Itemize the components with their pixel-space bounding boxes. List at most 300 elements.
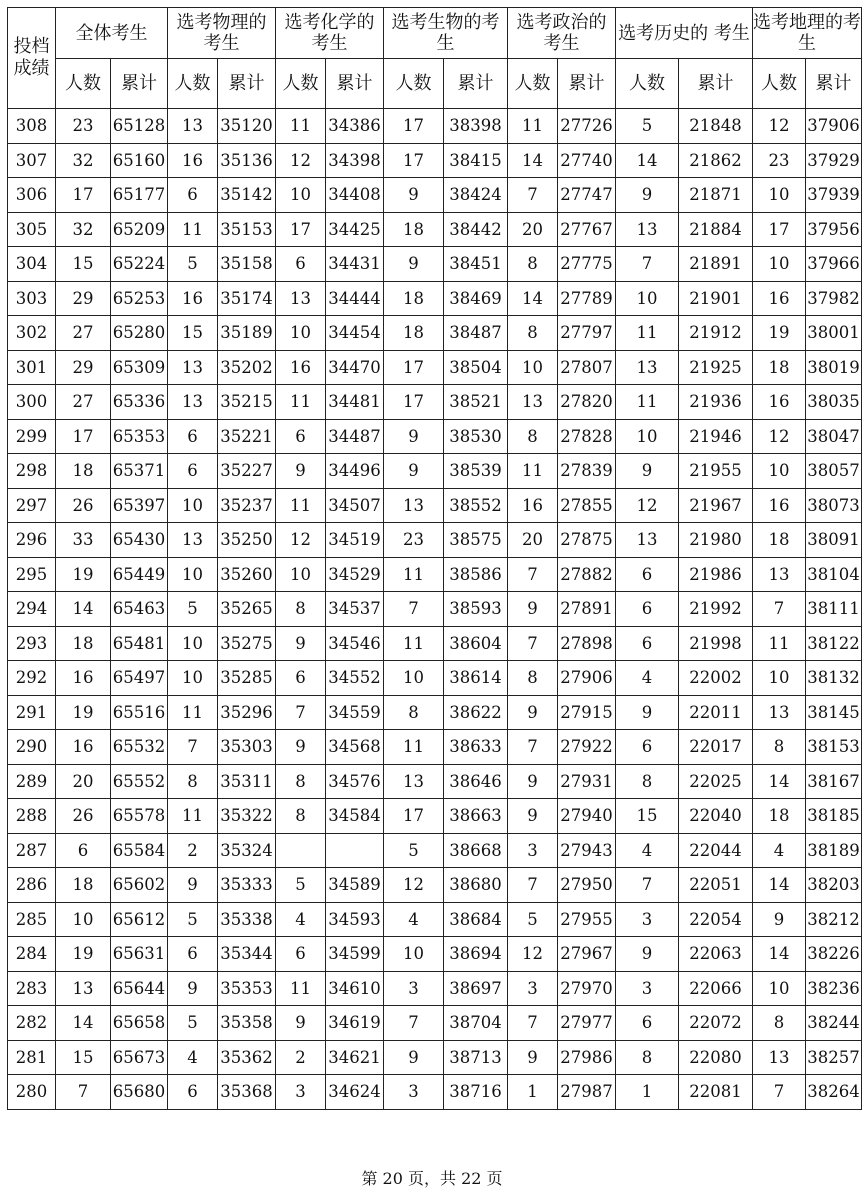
score-cell: 282 [8, 1006, 56, 1041]
count-cell: 4 [384, 902, 444, 937]
count-cell: 9 [616, 178, 679, 213]
count-cell: 17 [384, 350, 444, 385]
score-cell: 296 [8, 523, 56, 558]
count-cell: 9 [384, 454, 444, 489]
count-cell: 5 [168, 592, 218, 627]
count-cell: 14 [56, 1006, 111, 1041]
count-cell: 14 [753, 868, 806, 903]
table-row [8, 1075, 862, 1110]
score-cell: 289 [8, 764, 56, 799]
cumulative-cell: 38716 [444, 1075, 508, 1110]
cumulative-cell: 21980 [679, 523, 753, 558]
count-cell: 12 [753, 109, 806, 144]
count-header: 人数 [276, 59, 326, 109]
cumulative-cell: 38257 [806, 1040, 862, 1075]
cumulative-cell: 34454 [326, 316, 384, 351]
cumulative-cell: 21992 [679, 592, 753, 627]
count-cell: 18 [56, 454, 111, 489]
count-cell: 9 [384, 1040, 444, 1075]
count-cell: 7 [508, 557, 558, 592]
cumulative-cell: 34568 [326, 730, 384, 765]
table-row [8, 661, 862, 696]
count-cell: 16 [753, 488, 806, 523]
cumulative-cell: 65336 [111, 385, 168, 420]
table-row [8, 730, 862, 765]
table-row [8, 902, 862, 937]
count-cell: 10 [753, 178, 806, 213]
count-cell: 7 [508, 868, 558, 903]
count-cell: 13 [276, 281, 326, 316]
count-cell: 8 [168, 764, 218, 799]
cumulative-cell: 38132 [806, 661, 862, 696]
cumulative-cell: 21884 [679, 212, 753, 247]
count-cell: 6 [168, 419, 218, 454]
score-cell: 300 [8, 385, 56, 420]
count-cell: 7 [508, 1006, 558, 1041]
cumulative-cell: 34507 [326, 488, 384, 523]
cumulative-cell: 38604 [444, 626, 508, 661]
count-cell: 13 [384, 764, 444, 799]
cumulative-cell: 35324 [218, 833, 276, 868]
table-body [8, 109, 862, 1110]
count-cell: 6 [276, 661, 326, 696]
cumulative-cell: 35215 [218, 385, 276, 420]
cumulative-cell: 65430 [111, 523, 168, 558]
cumulative-cell: 35358 [218, 1006, 276, 1041]
count-cell: 10 [753, 661, 806, 696]
page-footer: 第 20 页，共 22 页 [361, 1169, 503, 1188]
count-cell: 13 [753, 557, 806, 592]
count-cell: 18 [753, 799, 806, 834]
count-cell: 5 [616, 109, 679, 144]
count-cell: 13 [168, 385, 218, 420]
cumulative-cell: 35353 [218, 971, 276, 1006]
cumulative-cell: 27747 [558, 178, 616, 213]
count-cell: 9 [276, 1006, 326, 1041]
count-cell: 11 [276, 385, 326, 420]
count-cell: 7 [616, 247, 679, 282]
count-header: 人数 [616, 59, 679, 109]
count-header: 人数 [508, 59, 558, 109]
cumulative-cell: 38047 [806, 419, 862, 454]
count-cell: 23 [384, 523, 444, 558]
cumulative-cell: 65160 [111, 143, 168, 178]
cumulative-cell: 27906 [558, 661, 616, 696]
count-cell: 10 [753, 971, 806, 1006]
cumulative-cell: 34529 [326, 557, 384, 592]
score-cell: 286 [8, 868, 56, 903]
count-cell: 15 [56, 1040, 111, 1075]
count-cell: 16 [168, 281, 218, 316]
count-cell: 10 [753, 247, 806, 282]
count-cell: 17 [276, 212, 326, 247]
cumulative-cell: 34546 [326, 626, 384, 661]
cumulative-cell: 34621 [326, 1040, 384, 1075]
cumulative-cell: 34552 [326, 661, 384, 696]
table-row [8, 212, 862, 247]
cumulative-cell: 65463 [111, 592, 168, 627]
cumulative-cell: 34431 [326, 247, 384, 282]
cumulative-cell: 65631 [111, 937, 168, 972]
cumulative-cell: 35158 [218, 247, 276, 282]
count-cell: 27 [56, 385, 111, 420]
cumulative-cell: 65532 [111, 730, 168, 765]
cumulative-header: 累计 [679, 59, 753, 109]
cumulative-cell: 27807 [558, 350, 616, 385]
table-row [8, 385, 862, 420]
cumulative-cell: 27891 [558, 592, 616, 627]
group-header-physics: 选考物理的考生 [168, 8, 276, 59]
count-cell: 6 [616, 1006, 679, 1041]
cumulative-cell: 35265 [218, 592, 276, 627]
cumulative-cell: 21862 [679, 143, 753, 178]
cumulative-cell: 34470 [326, 350, 384, 385]
cumulative-cell: 35250 [218, 523, 276, 558]
table-row [8, 592, 862, 627]
count-cell: 18 [56, 868, 111, 903]
cumulative-cell: 34386 [326, 109, 384, 144]
count-cell: 19 [56, 557, 111, 592]
count-cell: 19 [56, 695, 111, 730]
count-cell: 6 [168, 937, 218, 972]
cumulative-cell: 27789 [558, 281, 616, 316]
cumulative-cell: 35311 [218, 764, 276, 799]
cumulative-cell: 38111 [806, 592, 862, 627]
count-cell: 9 [508, 799, 558, 834]
cumulative-cell: 27967 [558, 937, 616, 972]
count-cell: 3 [508, 833, 558, 868]
cumulative-cell: 27839 [558, 454, 616, 489]
count-cell: 11 [384, 626, 444, 661]
cumulative-cell: 65177 [111, 178, 168, 213]
count-cell: 23 [56, 109, 111, 144]
count-cell: 12 [616, 488, 679, 523]
count-cell: 8 [616, 1040, 679, 1075]
table-row [8, 178, 862, 213]
cumulative-cell: 34487 [326, 419, 384, 454]
count-cell: 6 [616, 557, 679, 592]
cumulative-cell: 21891 [679, 247, 753, 282]
count-cell: 7 [508, 626, 558, 661]
cumulative-cell: 38552 [444, 488, 508, 523]
cumulative-cell: 22063 [679, 937, 753, 972]
count-cell: 18 [753, 523, 806, 558]
cumulative-cell: 38264 [806, 1075, 862, 1110]
cumulative-header: 累计 [218, 59, 276, 109]
cumulative-cell: 34537 [326, 592, 384, 627]
cumulative-cell: 37956 [806, 212, 862, 247]
table-row [8, 557, 862, 592]
cumulative-cell: 27726 [558, 109, 616, 144]
cumulative-cell: 35227 [218, 454, 276, 489]
count-cell: 9 [508, 1040, 558, 1075]
count-cell: 14 [508, 281, 558, 316]
cumulative-cell: 37929 [806, 143, 862, 178]
score-cell: 292 [8, 661, 56, 696]
cumulative-cell: 38633 [444, 730, 508, 765]
cumulative-cell: 37982 [806, 281, 862, 316]
cumulative-cell: 22025 [679, 764, 753, 799]
score-cell: 283 [8, 971, 56, 1006]
count-cell: 10 [276, 316, 326, 351]
cumulative-cell: 38697 [444, 971, 508, 1006]
table-row [8, 937, 862, 972]
cumulative-cell: 38451 [444, 247, 508, 282]
cumulative-cell: 34425 [326, 212, 384, 247]
cumulative-cell: 27950 [558, 868, 616, 903]
count-cell: 17 [384, 385, 444, 420]
count-cell: 18 [384, 316, 444, 351]
count-cell: 10 [508, 350, 558, 385]
table-row [8, 1006, 862, 1041]
count-cell: 11 [616, 385, 679, 420]
cumulative-cell: 65584 [111, 833, 168, 868]
count-cell: 13 [616, 350, 679, 385]
cumulative-cell: 35296 [218, 695, 276, 730]
count-cell: 8 [508, 661, 558, 696]
score-cell: 288 [8, 799, 56, 834]
count-cell: 23 [753, 143, 806, 178]
count-cell: 4 [616, 661, 679, 696]
count-cell: 7 [753, 1075, 806, 1110]
cumulative-cell: 27922 [558, 730, 616, 765]
count-cell: 9 [753, 902, 806, 937]
group-header-row [8, 8, 862, 59]
cumulative-cell: 34496 [326, 454, 384, 489]
cumulative-cell: 38019 [806, 350, 862, 385]
cumulative-cell: 35120 [218, 109, 276, 144]
count-cell: 10 [616, 419, 679, 454]
count-cell: 6 [56, 833, 111, 868]
cumulative-cell: 22017 [679, 730, 753, 765]
cumulative-cell: 22081 [679, 1075, 753, 1110]
count-header: 人数 [168, 59, 218, 109]
count-cell: 10 [753, 454, 806, 489]
score-cell: 295 [8, 557, 56, 592]
count-cell: 13 [384, 488, 444, 523]
count-cell: 17 [384, 799, 444, 834]
count-cell: 26 [56, 488, 111, 523]
count-cell: 10 [168, 661, 218, 696]
cumulative-cell: 34408 [326, 178, 384, 213]
cumulative-cell: 34593 [326, 902, 384, 937]
count-cell: 32 [56, 143, 111, 178]
cumulative-cell: 34610 [326, 971, 384, 1006]
cumulative-cell: 65658 [111, 1006, 168, 1041]
cumulative-cell: 35333 [218, 868, 276, 903]
cumulative-cell: 65497 [111, 661, 168, 696]
cumulative-cell: 34398 [326, 143, 384, 178]
count-cell: 17 [56, 419, 111, 454]
count-cell: 11 [508, 109, 558, 144]
cumulative-cell: 35202 [218, 350, 276, 385]
cumulative-cell: 35344 [218, 937, 276, 972]
cumulative-cell: 35303 [218, 730, 276, 765]
count-cell: 10 [384, 661, 444, 696]
count-cell: 15 [168, 316, 218, 351]
count-cell: 11 [508, 454, 558, 489]
cumulative-cell: 65481 [111, 626, 168, 661]
count-cell: 17 [384, 109, 444, 144]
count-cell: 9 [508, 695, 558, 730]
count-cell: 16 [276, 350, 326, 385]
group-header-chemistry: 选考化学的考生 [276, 8, 384, 59]
cumulative-cell: 35221 [218, 419, 276, 454]
count-cell: 2 [276, 1040, 326, 1075]
cumulative-cell: 38189 [806, 833, 862, 868]
cumulative-cell: 38646 [444, 764, 508, 799]
cumulative-cell [326, 833, 384, 868]
cumulative-cell: 65224 [111, 247, 168, 282]
cumulative-cell: 38398 [444, 109, 508, 144]
cumulative-cell: 27987 [558, 1075, 616, 1110]
table-row [8, 971, 862, 1006]
count-cell: 6 [168, 454, 218, 489]
count-cell: 9 [276, 626, 326, 661]
table-row [8, 799, 862, 834]
cumulative-cell: 22051 [679, 868, 753, 903]
count-cell: 7 [508, 730, 558, 765]
count-cell: 17 [56, 178, 111, 213]
cumulative-cell: 35174 [218, 281, 276, 316]
count-cell: 7 [616, 868, 679, 903]
count-cell: 3 [616, 971, 679, 1006]
count-cell: 3 [384, 1075, 444, 1110]
cumulative-cell: 38684 [444, 902, 508, 937]
cumulative-cell: 65612 [111, 902, 168, 937]
cumulative-header: 累计 [558, 59, 616, 109]
cumulative-cell: 27767 [558, 212, 616, 247]
score-cell: 285 [8, 902, 56, 937]
cumulative-cell: 27970 [558, 971, 616, 1006]
cumulative-cell: 38236 [806, 971, 862, 1006]
count-cell: 9 [508, 592, 558, 627]
count-cell: 20 [56, 764, 111, 799]
count-cell: 9 [276, 730, 326, 765]
cumulative-cell: 21967 [679, 488, 753, 523]
cumulative-cell: 65680 [111, 1075, 168, 1110]
score-cell: 287 [8, 833, 56, 868]
table-row [8, 143, 862, 178]
count-cell: 5 [168, 1006, 218, 1041]
group-header-all: 全体考生 [56, 8, 168, 59]
score-cell: 294 [8, 592, 56, 627]
count-cell: 9 [168, 971, 218, 1006]
cumulative-cell: 37906 [806, 109, 862, 144]
count-cell: 16 [56, 730, 111, 765]
count-cell: 6 [616, 730, 679, 765]
cumulative-cell: 38575 [444, 523, 508, 558]
score-cell: 291 [8, 695, 56, 730]
count-cell [276, 833, 326, 868]
cumulative-cell: 34599 [326, 937, 384, 972]
count-cell: 14 [616, 143, 679, 178]
table-row [8, 109, 862, 144]
score-cell: 303 [8, 281, 56, 316]
cumulative-cell: 35153 [218, 212, 276, 247]
cumulative-cell: 27940 [558, 799, 616, 834]
cumulative-cell: 38145 [806, 695, 862, 730]
cumulative-cell: 38185 [806, 799, 862, 834]
cumulative-header: 累计 [326, 59, 384, 109]
cumulative-cell: 38415 [444, 143, 508, 178]
group-header-history: 选考历史的 考生 [616, 8, 753, 59]
count-cell: 16 [753, 281, 806, 316]
score-cell: 293 [8, 626, 56, 661]
count-cell: 8 [508, 316, 558, 351]
count-cell: 6 [168, 1075, 218, 1110]
cumulative-cell: 38104 [806, 557, 862, 592]
count-cell: 9 [384, 419, 444, 454]
cumulative-cell: 21848 [679, 109, 753, 144]
count-cell: 33 [56, 523, 111, 558]
count-cell: 8 [276, 764, 326, 799]
group-header-geography: 选考地理的考生 [753, 8, 862, 59]
count-cell: 5 [508, 902, 558, 937]
count-cell: 8 [276, 799, 326, 834]
count-cell: 5 [168, 247, 218, 282]
cumulative-cell: 37939 [806, 178, 862, 213]
cumulative-cell: 38091 [806, 523, 862, 558]
score-cell: 305 [8, 212, 56, 247]
cumulative-cell: 38226 [806, 937, 862, 972]
count-header: 人数 [384, 59, 444, 109]
score-cell: 290 [8, 730, 56, 765]
cumulative-cell: 22080 [679, 1040, 753, 1075]
cumulative-cell: 35142 [218, 178, 276, 213]
count-cell: 11 [384, 557, 444, 592]
count-cell: 10 [384, 937, 444, 972]
cumulative-cell: 34444 [326, 281, 384, 316]
count-cell: 5 [276, 868, 326, 903]
cumulative-cell: 35285 [218, 661, 276, 696]
score-cell: 284 [8, 937, 56, 972]
count-cell: 18 [384, 212, 444, 247]
cumulative-cell: 38680 [444, 868, 508, 903]
cumulative-cell: 22044 [679, 833, 753, 868]
cumulative-cell: 38153 [806, 730, 862, 765]
cumulative-cell: 27931 [558, 764, 616, 799]
count-cell: 12 [753, 419, 806, 454]
count-cell: 16 [56, 661, 111, 696]
sub-header-row [8, 59, 862, 109]
cumulative-cell: 35338 [218, 902, 276, 937]
count-cell: 3 [508, 971, 558, 1006]
count-cell: 8 [753, 1006, 806, 1041]
count-cell: 8 [753, 730, 806, 765]
count-cell: 9 [276, 454, 326, 489]
score-cell: 297 [8, 488, 56, 523]
table-row [8, 626, 862, 661]
cumulative-cell: 65371 [111, 454, 168, 489]
cumulative-cell: 38622 [444, 695, 508, 730]
cumulative-cell: 34576 [326, 764, 384, 799]
count-cell: 9 [508, 764, 558, 799]
count-cell: 1 [616, 1075, 679, 1110]
table-row [8, 868, 862, 903]
cumulative-cell: 27820 [558, 385, 616, 420]
count-cell: 3 [616, 902, 679, 937]
count-cell: 12 [276, 523, 326, 558]
cumulative-cell: 35136 [218, 143, 276, 178]
count-cell: 8 [616, 764, 679, 799]
score-cell: 308 [8, 109, 56, 144]
count-cell: 4 [616, 833, 679, 868]
cumulative-cell: 65578 [111, 799, 168, 834]
count-cell: 6 [276, 937, 326, 972]
cumulative-cell: 65644 [111, 971, 168, 1006]
cumulative-cell: 27943 [558, 833, 616, 868]
